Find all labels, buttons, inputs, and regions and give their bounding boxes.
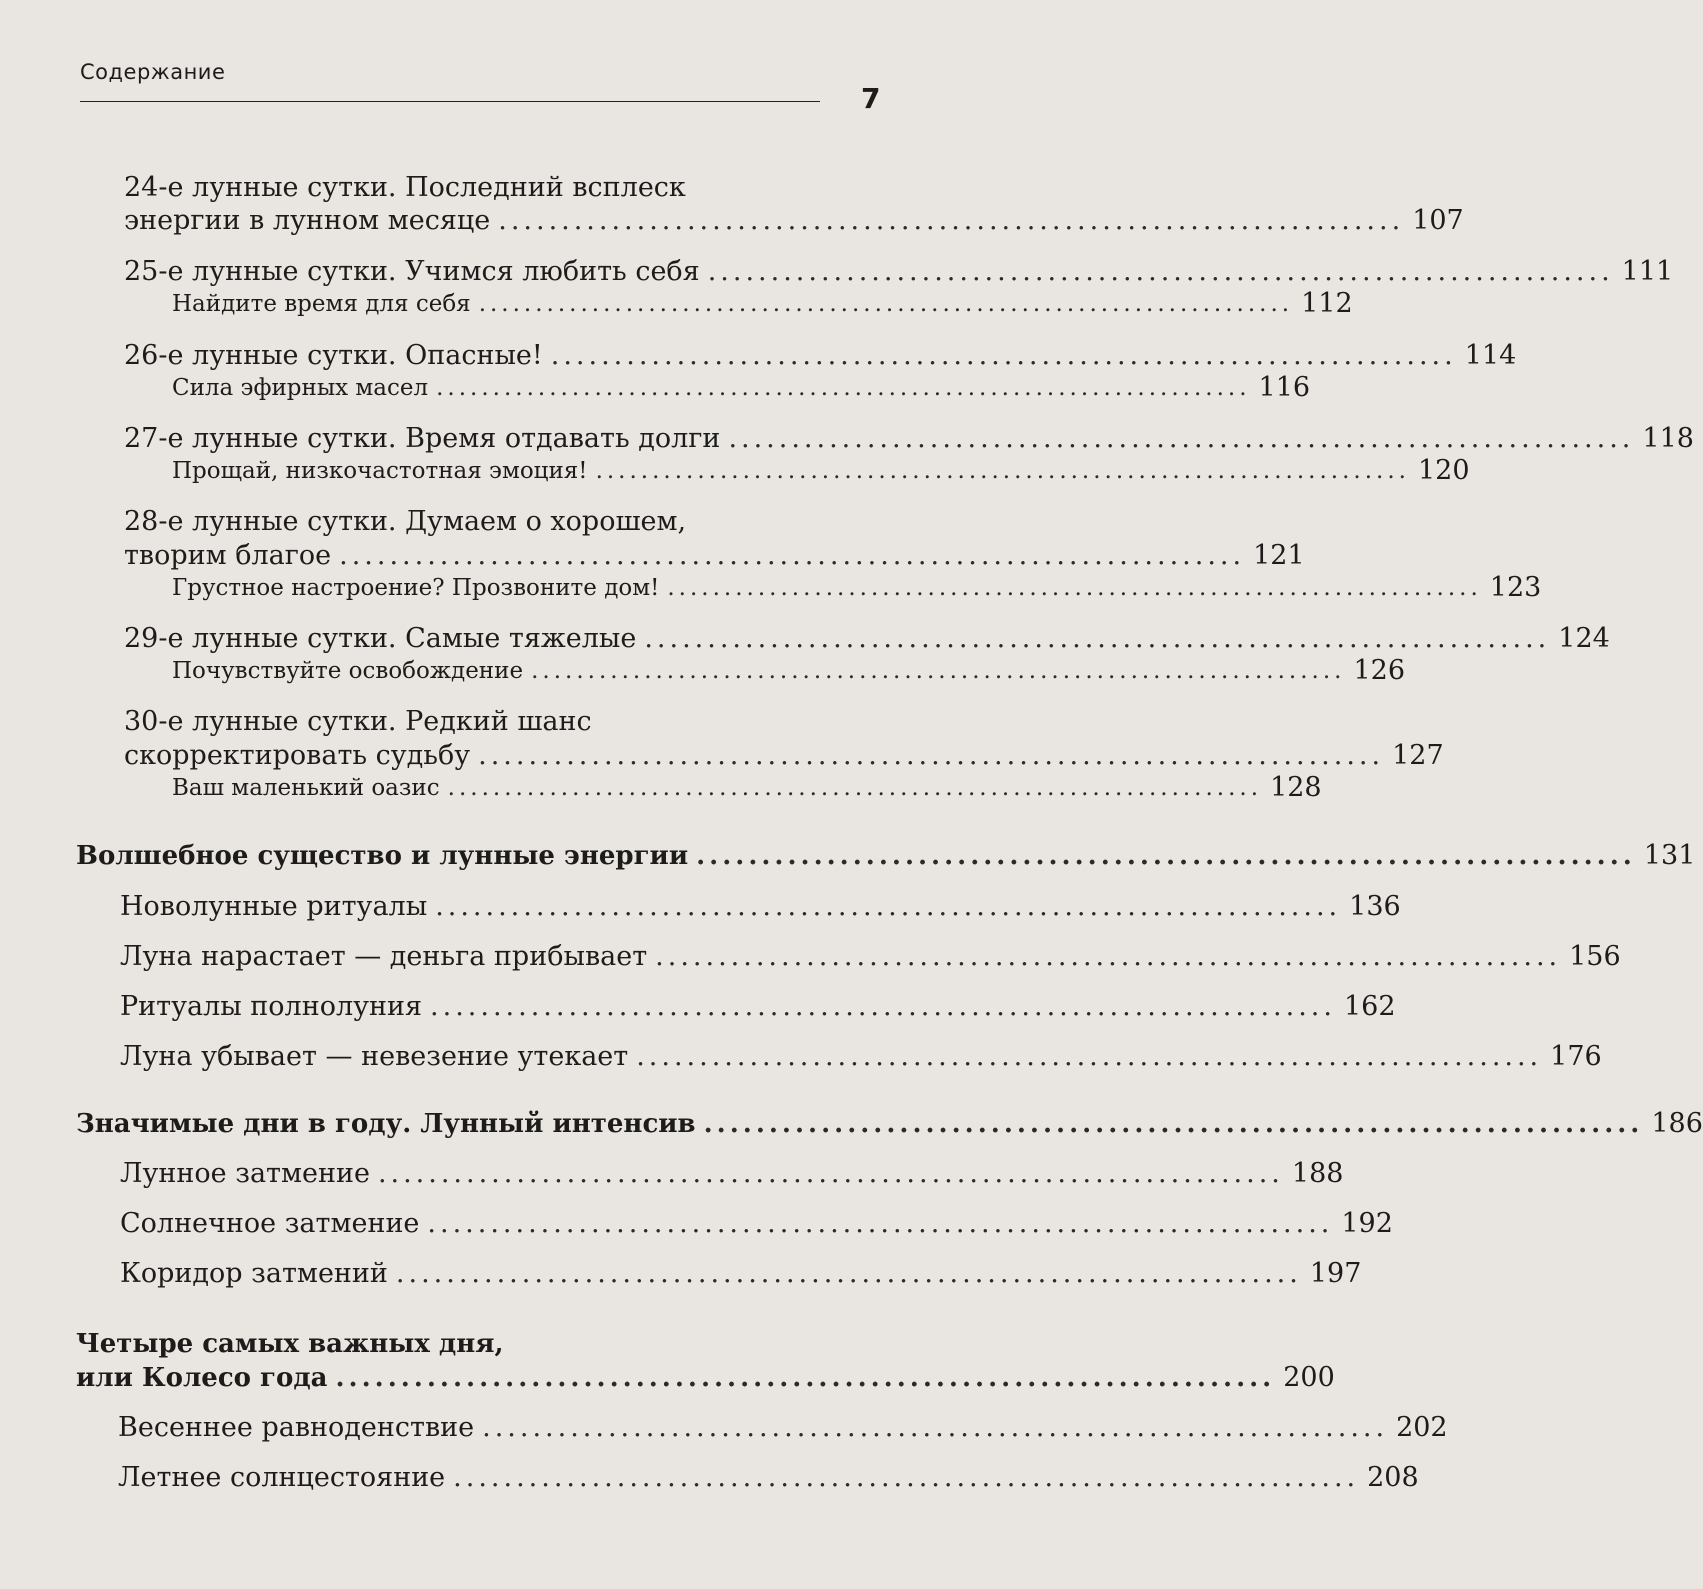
- toc-entry[interactable]: [120, 1041, 1602, 1073]
- dot-leader: ........................................................................: [447, 775, 1263, 801]
- toc-entry-label: Ритуалы полнолуния: [120, 991, 423, 1022]
- toc-entry[interactable]: [118, 1412, 1448, 1444]
- toc-entry[interactable]: [124, 540, 1305, 572]
- dot-leader: ........................................................................: [595, 458, 1410, 484]
- toc-section[interactable]: [76, 1362, 1335, 1394]
- toc-page-number: 121: [1253, 540, 1305, 571]
- toc-subentry[interactable]: [172, 772, 1322, 804]
- toc-entry-label: скорректировать судьбу: [124, 740, 471, 771]
- toc-entry[interactable]: [120, 941, 1621, 973]
- toc-entry-label: Сила эфирных масел: [172, 375, 429, 401]
- dot-leader: ........................................................................: [655, 941, 1562, 972]
- dot-leader: ........................................................................: [728, 423, 1635, 454]
- toc-page-number: 118: [1642, 423, 1694, 454]
- toc-entry[interactable]: [124, 740, 1444, 772]
- toc-page-number: 202: [1396, 1412, 1448, 1443]
- dot-leader: ........................................................................: [395, 1258, 1302, 1289]
- toc-page-number: 126: [1353, 655, 1406, 686]
- dot-leader: ........................................................................: [435, 891, 1342, 922]
- toc-entry-label: Солнечное затмение: [120, 1208, 420, 1239]
- toc-entry[interactable]: [120, 1258, 1362, 1290]
- dot-leader: ........................................................................: [636, 1041, 1543, 1072]
- toc-entry-label: 27-е лунные сутки. Время отдавать долги: [124, 423, 721, 454]
- toc-entry-label: Летнее солнцестояние: [118, 1462, 446, 1493]
- dot-leader: ........................................................................: [427, 1208, 1334, 1239]
- toc-section[interactable]: [76, 1108, 1703, 1140]
- dot-leader: ........................................................................: [703, 1109, 1644, 1139]
- toc-entry-label: 26-е лунные сутки. Опасные!: [124, 340, 543, 371]
- toc-section[interactable]: [76, 840, 1696, 872]
- header-rule: [80, 101, 820, 102]
- toc-page-number: 176: [1550, 1041, 1602, 1072]
- toc-entry[interactable]: [124, 340, 1517, 372]
- toc-page-number: 124: [1558, 623, 1610, 654]
- toc-page-number: 114: [1464, 340, 1517, 371]
- toc-entry-label: 25-е лунные сутки. Учимся любить себя: [124, 256, 700, 287]
- toc-entry-label: творим благое: [124, 540, 332, 571]
- page-number: 7: [861, 82, 881, 115]
- toc-entry-label: Почувствуйте освобождение: [172, 658, 524, 684]
- toc-entry-label: Коридор затмений: [120, 1258, 388, 1289]
- toc-entry-label: Луна убывает — невезение утекает: [120, 1041, 629, 1072]
- dot-leader: ........................................................................: [667, 575, 1482, 601]
- toc-page-number: 197: [1309, 1258, 1362, 1289]
- dot-leader: ........................................................................: [436, 375, 1251, 401]
- toc-entry[interactable]: [120, 1208, 1393, 1240]
- dot-leader: ........................................................................: [478, 291, 1294, 317]
- toc-page-number: 127: [1392, 740, 1444, 771]
- toc-entry[interactable]: [124, 205, 1464, 237]
- toc-page-number: 186: [1651, 1108, 1703, 1139]
- toc-entry-label: Луна нарастает — деньга прибывает: [120, 941, 648, 972]
- dot-leader: ........................................................................: [453, 1462, 1360, 1493]
- toc-entry[interactable]: [120, 991, 1396, 1023]
- toc-page-number: 188: [1291, 1158, 1344, 1189]
- toc-entry[interactable]: [124, 623, 1610, 655]
- toc-entry-label: Новолунные ритуалы: [120, 891, 428, 922]
- toc-section-title-line: Четыре самых важных дня,: [76, 1329, 504, 1359]
- toc-entry[interactable]: [120, 1158, 1344, 1190]
- dot-leader: ........................................................................: [644, 623, 1551, 654]
- toc-entry[interactable]: [120, 891, 1401, 923]
- dot-leader: ........................................................................: [498, 205, 1405, 236]
- toc-page-number: 107: [1412, 205, 1464, 236]
- toc-page-number: 162: [1343, 991, 1396, 1022]
- dot-leader: ........................................................................: [707, 256, 1614, 287]
- toc-page-number: 131: [1643, 840, 1696, 871]
- toc-subentry[interactable]: [172, 372, 1311, 404]
- toc-subentry[interactable]: [172, 655, 1406, 687]
- dot-leader: ........................................................................: [531, 658, 1346, 684]
- toc-entry-label: энергии в лунном месяце: [124, 205, 491, 236]
- toc-subentry[interactable]: [172, 288, 1353, 320]
- dot-leader: ........................................................................: [696, 841, 1636, 871]
- toc-page-number: 136: [1349, 891, 1401, 922]
- toc-entry-label: Прощай, низкочастотная эмоция!: [172, 458, 588, 484]
- toc-page-number: 112: [1301, 288, 1353, 319]
- running-title: Содержание: [80, 60, 226, 84]
- toc-section-label: Волшебное существо и лунные энергии: [76, 841, 689, 871]
- toc-section-label: Значимые дни в году. Лунный интенсив: [76, 1109, 696, 1139]
- toc-entry-title-line: 28-е лунные сутки. Думаем о хорошем,: [124, 506, 687, 537]
- toc-page-number: 156: [1569, 941, 1621, 972]
- toc-page-number: 120: [1417, 455, 1470, 486]
- toc-page-number: 192: [1341, 1208, 1393, 1239]
- toc-section-label: или Колесо года: [76, 1363, 328, 1393]
- toc-entry[interactable]: [124, 256, 1674, 288]
- dot-leader: ........................................................................: [335, 1363, 1276, 1393]
- dot-leader: ........................................................................: [377, 1158, 1284, 1189]
- toc-page-number: 116: [1258, 372, 1311, 403]
- dot-leader: ........................................................................: [482, 1412, 1389, 1443]
- toc-subentry[interactable]: [172, 455, 1470, 487]
- toc-page-number: 200: [1283, 1362, 1335, 1393]
- toc-page-number: 111: [1621, 256, 1674, 287]
- toc-entry-label: Грустное настроение? Прозвоните дом!: [172, 575, 660, 601]
- toc-page-number: 128: [1270, 772, 1322, 803]
- toc-page-number: 208: [1367, 1462, 1419, 1493]
- toc-entry[interactable]: [118, 1462, 1419, 1494]
- toc-entry-label: Найдите время для себя: [172, 291, 471, 317]
- toc-entry-label: 29-е лунные сутки. Самые тяжелые: [124, 623, 637, 654]
- dot-leader: ........................................................................: [430, 991, 1336, 1022]
- toc-entry-label: Весеннее равноденствие: [118, 1412, 475, 1443]
- toc-entry-title-line: 24-е лунные сутки. Последний всплеск: [124, 172, 686, 203]
- toc-page-number: 123: [1489, 572, 1542, 603]
- dot-leader: ........................................................................: [339, 540, 1246, 571]
- toc-entry-title-line: 30-е лунные сутки. Редкий шанс: [124, 706, 592, 737]
- toc-entry[interactable]: [124, 423, 1694, 455]
- dot-leader: ........................................................................: [478, 740, 1385, 771]
- toc-entry-label: Ваш маленький оазис: [172, 775, 440, 801]
- dot-leader: ........................................................................: [550, 340, 1457, 371]
- toc-subentry[interactable]: [172, 572, 1542, 604]
- toc-entry-label: Лунное затмение: [120, 1158, 370, 1189]
